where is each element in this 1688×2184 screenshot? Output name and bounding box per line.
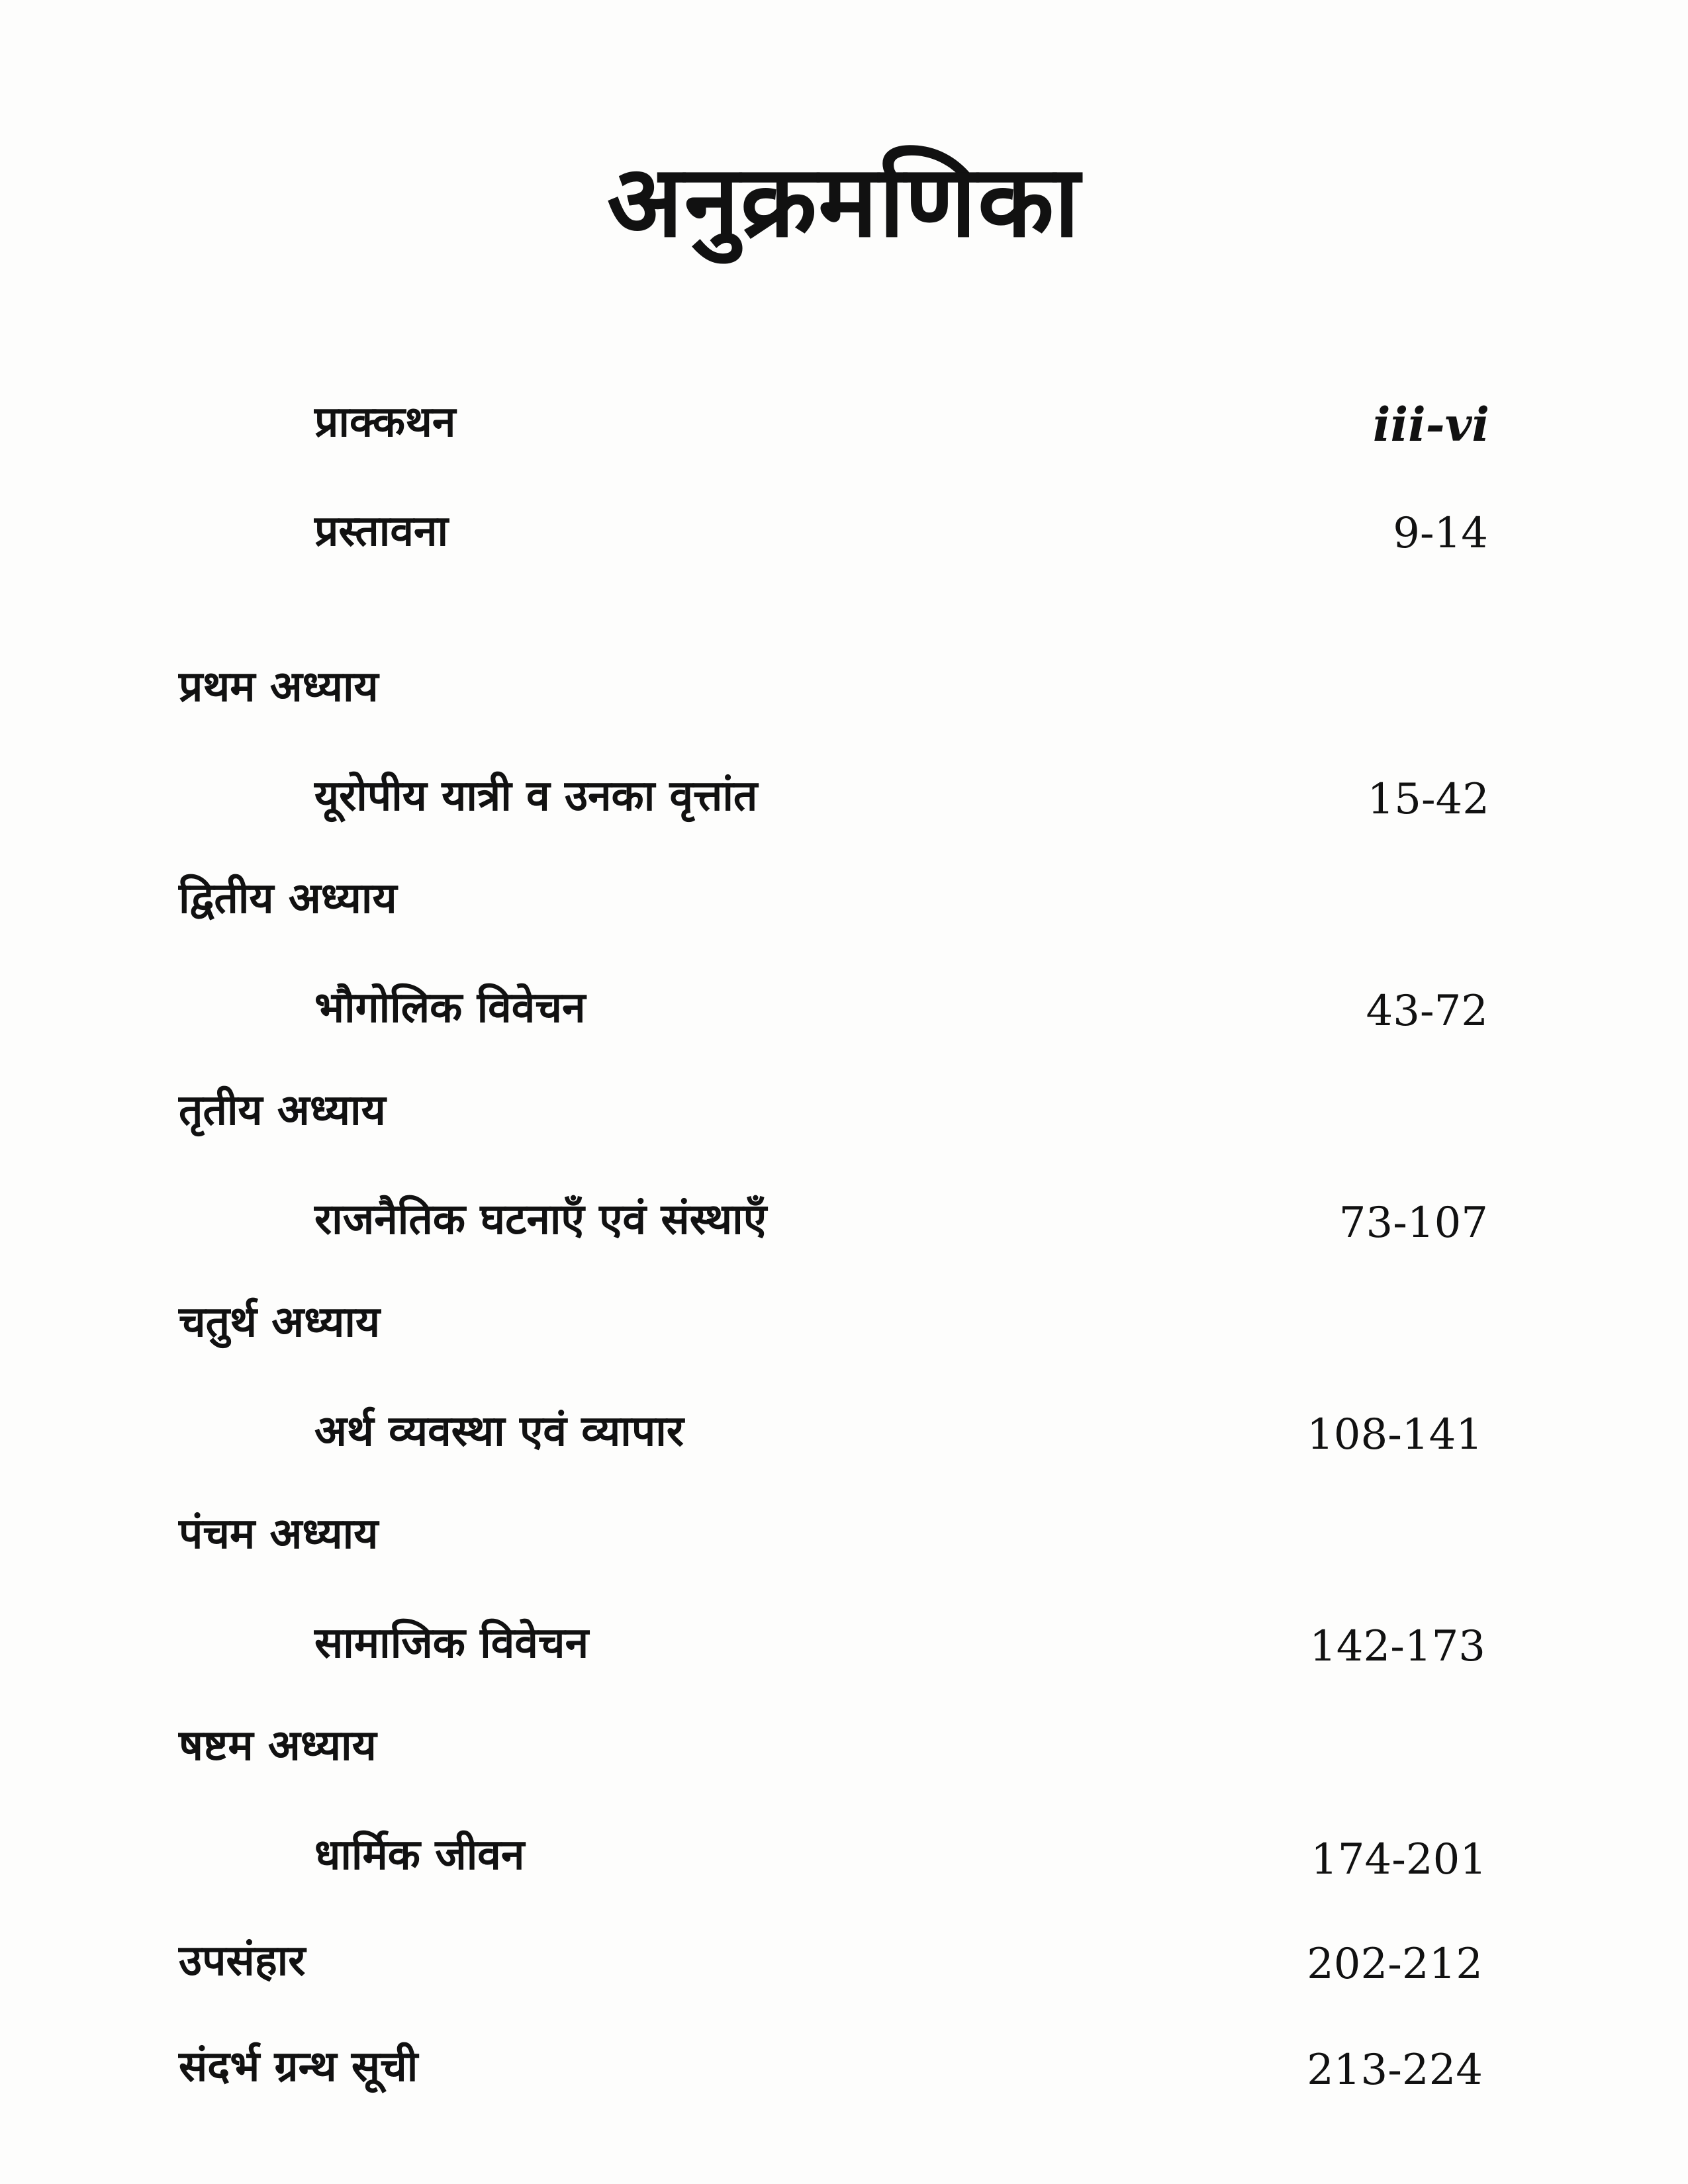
toc-pages-conclusion: 202-212 <box>1307 1940 1483 1989</box>
toc-entry-introduction: प्रस्तावना <box>314 507 449 556</box>
toc-pages-bibliography: 213-224 <box>1307 2046 1483 2095</box>
toc-entry-chapter-3: राजनैतिक घटनाएँ एवं संस्थाएँ <box>314 1195 767 1244</box>
chapter-heading-6: षष्टम अध्याय <box>179 1721 377 1770</box>
toc-entry-chapter-6: धार्मिक जीवन <box>314 1831 525 1880</box>
toc-entry-chapter-1: यूरोपीय यात्री व उनका वृत्तांत <box>314 772 758 821</box>
page-title: अनुक्रमणिका <box>606 144 1082 259</box>
toc-pages-chapter-4: 108-141 <box>1307 1410 1483 1459</box>
toc-entry-chapter-5: सामाजिक विवेचन <box>314 1619 589 1668</box>
toc-pages-chapter-3: 73-107 <box>1338 1199 1488 1248</box>
chapter-heading-2: द्वितीय अध्याय <box>179 874 397 923</box>
toc-pages-chapter-2: 43-72 <box>1366 987 1488 1036</box>
toc-pages-introduction: 9-14 <box>1393 509 1488 558</box>
toc-pages-preface: iii-vi <box>1372 397 1489 452</box>
toc-pages-chapter-6: 174-201 <box>1311 1835 1487 1884</box>
chapter-heading-5: पंचम अध्याय <box>179 1510 379 1559</box>
chapter-heading-3: तृतीय अध्याय <box>179 1086 386 1135</box>
toc-pages-chapter-1: 15-42 <box>1367 775 1489 824</box>
chapter-heading-4: चतुर्थ अध्याय <box>179 1298 381 1347</box>
toc-entry-preface: प्राक्कथन <box>314 398 456 447</box>
toc-entry-chapter-2: भौगोलिक विवेचन <box>314 983 586 1032</box>
toc-pages-chapter-5: 142-173 <box>1309 1622 1485 1671</box>
toc-entry-bibliography: संदर्भ ग्रन्थ सूची <box>179 2042 418 2091</box>
toc-entry-conclusion: उपसंहार <box>179 1936 306 1985</box>
chapter-heading-1: प्रथम अध्याय <box>179 662 379 711</box>
toc-entry-chapter-4: अर्थ व्यवस्था एवं व्यापार <box>314 1407 684 1456</box>
